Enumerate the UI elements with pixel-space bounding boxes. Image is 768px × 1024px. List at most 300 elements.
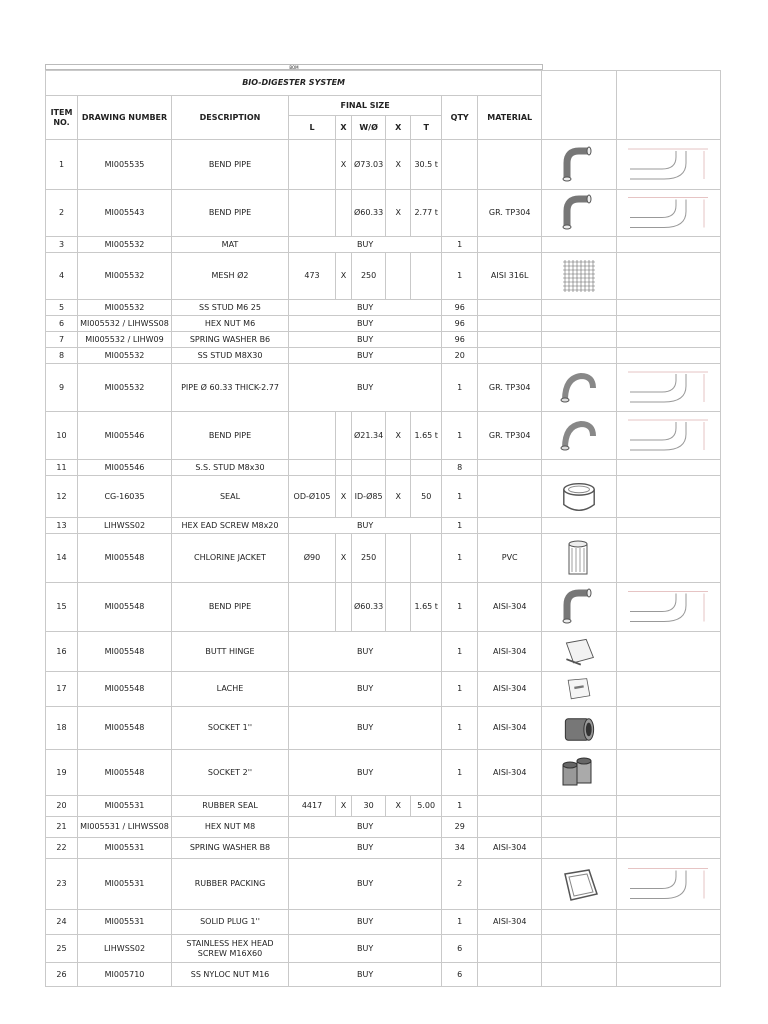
qty-cell: 6 xyxy=(442,963,478,987)
final-size-buy-cell: BUY xyxy=(289,672,442,707)
size-w-cell: 250 xyxy=(352,253,386,300)
size-l-cell xyxy=(289,190,336,237)
item-number-cell: 20 xyxy=(46,796,78,817)
header-item-no: ITEM NO. xyxy=(46,96,78,140)
qty-cell: 1 xyxy=(442,253,478,300)
final-size-buy-cell: BUY xyxy=(289,910,442,935)
technical-sketch-icon xyxy=(624,193,714,234)
material-cell: GR. TP304 xyxy=(478,190,542,237)
header-t: T xyxy=(411,116,442,140)
header-final-size: FINAL SIZE xyxy=(289,96,442,116)
item-number-cell: 12 xyxy=(46,476,78,518)
part-sketch-cell xyxy=(617,364,721,412)
material-cell xyxy=(478,140,542,190)
part-image-cell xyxy=(542,935,617,963)
part-sketch-cell xyxy=(617,316,721,332)
size-x1-cell xyxy=(336,583,352,632)
final-size-buy-cell: BUY xyxy=(289,935,442,963)
description-cell: SS NYLOC NUT M16 xyxy=(172,963,289,987)
item-number-cell: 4 xyxy=(46,253,78,300)
drawing-number-cell: MI005531 / LIHWSS08 xyxy=(78,817,172,838)
part-image-cell xyxy=(542,316,617,332)
socket-icon xyxy=(559,709,599,748)
qty-cell: 8 xyxy=(442,460,478,476)
part-image-cell xyxy=(542,910,617,935)
table-row xyxy=(46,237,721,253)
part-sketch-cell xyxy=(617,300,721,316)
bend-pipe-icon xyxy=(559,145,599,185)
part-image-cell xyxy=(542,476,617,518)
size-x2-cell xyxy=(386,534,411,583)
final-size-buy-cell: BUY xyxy=(289,300,442,316)
item-number-cell: 25 xyxy=(46,935,78,963)
curved-pipe-icon xyxy=(559,368,599,408)
frame-gasket-icon xyxy=(559,864,599,904)
material-cell: AISI-304 xyxy=(478,707,542,750)
qty-cell xyxy=(442,140,478,190)
qty-cell: 1 xyxy=(442,750,478,796)
material-cell xyxy=(478,859,542,910)
table-row xyxy=(46,672,721,707)
size-l-cell xyxy=(289,140,336,190)
description-cell: SEAL xyxy=(172,476,289,518)
technical-sketch-icon xyxy=(624,143,714,187)
drawing-number-cell: MI005531 xyxy=(78,859,172,910)
material-cell xyxy=(478,332,542,348)
material-cell: AISI-304 xyxy=(478,632,542,672)
material-cell xyxy=(478,518,542,534)
item-number-cell: 2 xyxy=(46,190,78,237)
drawing-number-cell: MI005543 xyxy=(78,190,172,237)
drawing-number-cell: MI005546 xyxy=(78,460,172,476)
qty-cell: 2 xyxy=(442,859,478,910)
part-image-cell xyxy=(542,859,617,910)
part-sketch-cell xyxy=(617,796,721,817)
table-row xyxy=(46,253,721,300)
drawing-number-cell: MI005532 xyxy=(78,364,172,412)
description-cell: BUTT HINGE xyxy=(172,632,289,672)
part-sketch-cell xyxy=(617,632,721,672)
drawing-number-cell: MI005548 xyxy=(78,534,172,583)
part-image-cell xyxy=(542,300,617,316)
item-number-cell: 19 xyxy=(46,750,78,796)
final-size-buy-cell: BUY xyxy=(289,518,442,534)
final-size-buy-cell: BUY xyxy=(289,707,442,750)
table-row xyxy=(46,534,721,583)
size-x1-cell: X xyxy=(336,796,352,817)
table-row xyxy=(46,583,721,632)
image-column-header xyxy=(542,71,617,140)
qty-cell: 1 xyxy=(442,672,478,707)
material-cell: GR. TP304 xyxy=(478,364,542,412)
description-cell: SOCKET 1'' xyxy=(172,707,289,750)
size-w-cell: Ø60.33 xyxy=(352,190,386,237)
technical-sketch-icon xyxy=(624,586,714,629)
part-sketch-cell xyxy=(617,412,721,460)
bend-pipe-icon xyxy=(559,193,599,233)
table-row xyxy=(46,332,721,348)
material-cell xyxy=(478,460,542,476)
part-image-cell xyxy=(542,348,617,364)
part-image-cell xyxy=(542,632,617,672)
description-cell: SOCKET 2'' xyxy=(172,750,289,796)
item-number-cell: 22 xyxy=(46,838,78,859)
part-sketch-cell xyxy=(617,534,721,583)
drawing-number-cell: CG-16035 xyxy=(78,476,172,518)
size-l-cell: 473 xyxy=(289,253,336,300)
part-sketch-cell xyxy=(617,910,721,935)
material-cell: AISI-304 xyxy=(478,672,542,707)
drawing-number-cell: MI005548 xyxy=(78,750,172,796)
description-cell: BEND PIPE xyxy=(172,412,289,460)
size-w-cell xyxy=(352,460,386,476)
part-sketch-cell xyxy=(617,583,721,632)
size-t-cell: 30.5 t xyxy=(411,140,442,190)
drawing-number-cell: MI005548 xyxy=(78,632,172,672)
description-cell: LACHE xyxy=(172,672,289,707)
description-cell: MESH Ø2 xyxy=(172,253,289,300)
item-number-cell: 5 xyxy=(46,300,78,316)
table-row xyxy=(46,190,721,237)
description-cell: CHLORINE JACKET xyxy=(172,534,289,583)
drawing-number-cell: MI005532 xyxy=(78,253,172,300)
description-cell: BEND PIPE xyxy=(172,140,289,190)
socket-pair-icon xyxy=(559,753,599,793)
table-row xyxy=(46,750,721,796)
table-row xyxy=(46,476,721,518)
material-cell xyxy=(478,963,542,987)
drawing-number-cell: MI005532 xyxy=(78,348,172,364)
part-sketch-cell xyxy=(617,750,721,796)
table-row xyxy=(46,707,721,750)
size-x2-cell xyxy=(386,583,411,632)
qty-cell: 1 xyxy=(442,237,478,253)
size-t-cell xyxy=(411,534,442,583)
qty-cell: 1 xyxy=(442,583,478,632)
bend-pipe-icon xyxy=(559,587,599,627)
size-x2-cell: X xyxy=(386,412,411,460)
table-row xyxy=(46,632,721,672)
drawing-number-cell: MI005531 xyxy=(78,910,172,935)
table-row xyxy=(46,412,721,460)
item-number-cell: 15 xyxy=(46,583,78,632)
technical-sketch-icon xyxy=(624,367,714,409)
table-row xyxy=(46,316,721,332)
qty-cell: 1 xyxy=(442,534,478,583)
latch-icon xyxy=(559,674,599,705)
description-cell: S.S. STUD M8x30 xyxy=(172,460,289,476)
hinge-icon xyxy=(559,634,599,670)
part-image-cell xyxy=(542,412,617,460)
drawing-number-cell: MI005548 xyxy=(78,672,172,707)
table-row xyxy=(46,518,721,534)
header-w: W/Ø xyxy=(352,116,386,140)
material-cell: AISI-304 xyxy=(478,838,542,859)
part-sketch-cell xyxy=(617,332,721,348)
header-drawing-number: DRAWING NUMBER xyxy=(78,96,172,140)
part-sketch-cell xyxy=(617,838,721,859)
qty-cell: 96 xyxy=(442,316,478,332)
qty-cell: 1 xyxy=(442,476,478,518)
qty-cell: 20 xyxy=(442,348,478,364)
final-size-buy-cell: BUY xyxy=(289,364,442,412)
size-x1-cell xyxy=(336,190,352,237)
drawing-number-cell: LIHWSS02 xyxy=(78,935,172,963)
size-l-cell: OD-Ø105 xyxy=(289,476,336,518)
part-sketch-cell xyxy=(617,672,721,707)
item-number-cell: 11 xyxy=(46,460,78,476)
material-cell: AISI 316L xyxy=(478,253,542,300)
size-w-cell: Ø73.03 xyxy=(352,140,386,190)
item-number-cell: 21 xyxy=(46,817,78,838)
final-size-buy-cell: BUY xyxy=(289,859,442,910)
size-x1-cell: X xyxy=(336,534,352,583)
description-cell: RUBBER SEAL xyxy=(172,796,289,817)
header-description: DESCRIPTION xyxy=(172,96,289,140)
qty-cell: 6 xyxy=(442,935,478,963)
part-sketch-cell xyxy=(617,963,721,987)
part-sketch-cell xyxy=(617,140,721,190)
table-row xyxy=(46,817,721,838)
header-x2: X xyxy=(386,116,411,140)
sketch-column-header xyxy=(617,71,721,140)
drawing-number-cell: MI005531 xyxy=(78,796,172,817)
final-size-buy-cell: BUY xyxy=(289,332,442,348)
part-image-cell xyxy=(542,364,617,412)
qty-cell: 29 xyxy=(442,817,478,838)
size-t-cell: 2.77 t xyxy=(411,190,442,237)
material-cell xyxy=(478,796,542,817)
final-size-buy-cell: BUY xyxy=(289,838,442,859)
drawing-number-cell: MI005532 xyxy=(78,300,172,316)
item-number-cell: 10 xyxy=(46,412,78,460)
qty-cell: 34 xyxy=(442,838,478,859)
curved-pipe-icon xyxy=(559,416,599,456)
qty-cell: 1 xyxy=(442,412,478,460)
size-w-cell: ID-Ø85 xyxy=(352,476,386,518)
material-cell: PVC xyxy=(478,534,542,583)
description-cell: RUBBER PACKING xyxy=(172,859,289,910)
part-image-cell xyxy=(542,796,617,817)
technical-sketch-icon xyxy=(624,415,714,457)
part-image-cell xyxy=(542,140,617,190)
qty-cell: 1 xyxy=(442,707,478,750)
final-size-buy-cell: BUY xyxy=(289,817,442,838)
item-number-cell: 14 xyxy=(46,534,78,583)
part-image-cell xyxy=(542,518,617,534)
drawing-number-cell: MI005531 xyxy=(78,838,172,859)
item-number-cell: 7 xyxy=(46,332,78,348)
part-sketch-cell xyxy=(617,859,721,910)
qty-cell: 1 xyxy=(442,364,478,412)
description-cell: SPRING WASHER B6 xyxy=(172,332,289,348)
header-l: L xyxy=(289,116,336,140)
description-cell: HEX NUT M8 xyxy=(172,817,289,838)
part-sketch-cell xyxy=(617,476,721,518)
table-row xyxy=(46,364,721,412)
size-l-cell xyxy=(289,460,336,476)
description-cell: HEX NUT M6 xyxy=(172,316,289,332)
final-size-buy-cell: BUY xyxy=(289,316,442,332)
qty-cell: 1 xyxy=(442,796,478,817)
material-cell: AISI-304 xyxy=(478,583,542,632)
description-cell: SS STUD M6 25 xyxy=(172,300,289,316)
item-number-cell: 3 xyxy=(46,237,78,253)
part-image-cell xyxy=(542,253,617,300)
final-size-buy-cell: BUY xyxy=(289,750,442,796)
item-number-cell: 9 xyxy=(46,364,78,412)
size-x1-cell: X xyxy=(336,253,352,300)
part-image-cell xyxy=(542,707,617,750)
sheet-banner: BOM xyxy=(45,64,543,70)
drawing-number-cell: LIHWSS02 xyxy=(78,518,172,534)
material-cell xyxy=(478,348,542,364)
size-x2-cell xyxy=(386,460,411,476)
jacket-icon xyxy=(559,538,599,578)
material-cell xyxy=(478,817,542,838)
size-l-cell: Ø90 xyxy=(289,534,336,583)
part-image-cell xyxy=(542,237,617,253)
final-size-buy-cell: BUY xyxy=(289,348,442,364)
material-cell xyxy=(478,300,542,316)
drawing-number-cell: MI005548 xyxy=(78,707,172,750)
size-w-cell: Ø21.34 xyxy=(352,412,386,460)
size-x1-cell: X xyxy=(336,140,352,190)
item-number-cell: 1 xyxy=(46,140,78,190)
part-image-cell xyxy=(542,963,617,987)
final-size-buy-cell: BUY xyxy=(289,237,442,253)
header-qty: QTY xyxy=(442,96,478,140)
drawing-number-cell: MI005548 xyxy=(78,583,172,632)
size-x1-cell xyxy=(336,412,352,460)
item-number-cell: 8 xyxy=(46,348,78,364)
part-image-cell xyxy=(542,750,617,796)
description-cell: BEND PIPE xyxy=(172,583,289,632)
part-sketch-cell xyxy=(617,190,721,237)
material-cell xyxy=(478,476,542,518)
size-w-cell: Ø60.33 xyxy=(352,583,386,632)
part-image-cell xyxy=(542,190,617,237)
item-number-cell: 16 xyxy=(46,632,78,672)
technical-sketch-icon xyxy=(624,862,714,907)
material-cell: GR. TP304 xyxy=(478,412,542,460)
table-row xyxy=(46,460,721,476)
mesh-icon xyxy=(559,256,599,296)
part-image-cell xyxy=(542,817,617,838)
size-t-cell: 5.00 xyxy=(411,796,442,817)
material-cell xyxy=(478,237,542,253)
part-image-cell xyxy=(542,534,617,583)
part-sketch-cell xyxy=(617,253,721,300)
size-x2-cell xyxy=(386,253,411,300)
part-image-cell xyxy=(542,460,617,476)
size-t-cell: 1.65 t xyxy=(411,412,442,460)
drawing-number-cell: MI005532 / LIHW09 xyxy=(78,332,172,348)
material-cell: AISI-304 xyxy=(478,750,542,796)
description-cell: SPRING WASHER B8 xyxy=(172,838,289,859)
size-x2-cell: X xyxy=(386,140,411,190)
item-number-cell: 13 xyxy=(46,518,78,534)
material-cell xyxy=(478,935,542,963)
size-t-cell: 1.65 t xyxy=(411,583,442,632)
table-row xyxy=(46,796,721,817)
size-l-cell xyxy=(289,583,336,632)
table-row xyxy=(46,963,721,987)
description-cell: MAT xyxy=(172,237,289,253)
title-row xyxy=(46,71,721,96)
drawing-number-cell: MI005710 xyxy=(78,963,172,987)
size-t-cell xyxy=(411,460,442,476)
drawing-number-cell: MI005532 xyxy=(78,237,172,253)
description-cell: SOLID PLUG 1'' xyxy=(172,910,289,935)
item-number-cell: 17 xyxy=(46,672,78,707)
size-t-cell: 50 xyxy=(411,476,442,518)
qty-cell xyxy=(442,190,478,237)
qty-cell: 1 xyxy=(442,632,478,672)
description-cell: STAINLESS HEX HEAD SCREW M16X60 xyxy=(172,935,289,963)
part-sketch-cell xyxy=(617,237,721,253)
size-x2-cell: X xyxy=(386,190,411,237)
size-l-cell: 4417 xyxy=(289,796,336,817)
size-x1-cell: X xyxy=(336,476,352,518)
part-sketch-cell xyxy=(617,935,721,963)
description-cell: BEND PIPE xyxy=(172,190,289,237)
size-w-cell: 30 xyxy=(352,796,386,817)
qty-cell: 96 xyxy=(442,300,478,316)
item-number-cell: 6 xyxy=(46,316,78,332)
description-cell: SS STUD M8X30 xyxy=(172,348,289,364)
description-cell: HEX EAD SCREW M8x20 xyxy=(172,518,289,534)
table-row xyxy=(46,838,721,859)
part-image-cell xyxy=(542,332,617,348)
size-x2-cell: X xyxy=(386,796,411,817)
seal-ring-icon xyxy=(559,478,599,516)
item-number-cell: 24 xyxy=(46,910,78,935)
item-number-cell: 26 xyxy=(46,963,78,987)
part-sketch-cell xyxy=(617,518,721,534)
table-row xyxy=(46,935,721,963)
table-title: BIO-DIGESTER SYSTEM xyxy=(46,71,542,96)
qty-cell: 1 xyxy=(442,518,478,534)
table-row xyxy=(46,910,721,935)
item-number-cell: 23 xyxy=(46,859,78,910)
header-x1: X xyxy=(336,116,352,140)
drawing-number-cell: MI005546 xyxy=(78,412,172,460)
final-size-buy-cell: BUY xyxy=(289,963,442,987)
description-cell: PIPE Ø 60.33 THICK-2.77 xyxy=(172,364,289,412)
bom-table xyxy=(45,70,721,987)
size-x2-cell: X xyxy=(386,476,411,518)
table-row xyxy=(46,348,721,364)
qty-cell: 1 xyxy=(442,910,478,935)
header-material: MATERIAL xyxy=(478,96,542,140)
table-row xyxy=(46,859,721,910)
part-sketch-cell xyxy=(617,817,721,838)
drawing-number-cell: MI005535 xyxy=(78,140,172,190)
qty-cell: 96 xyxy=(442,332,478,348)
item-number-cell: 18 xyxy=(46,707,78,750)
part-image-cell xyxy=(542,583,617,632)
table-row xyxy=(46,300,721,316)
material-cell xyxy=(478,316,542,332)
final-size-buy-cell: BUY xyxy=(289,632,442,672)
part-image-cell xyxy=(542,672,617,707)
size-x1-cell xyxy=(336,460,352,476)
material-cell: AISI-304 xyxy=(478,910,542,935)
table-row xyxy=(46,140,721,190)
drawing-number-cell: MI005532 / LIHWSS08 xyxy=(78,316,172,332)
part-sketch-cell xyxy=(617,348,721,364)
